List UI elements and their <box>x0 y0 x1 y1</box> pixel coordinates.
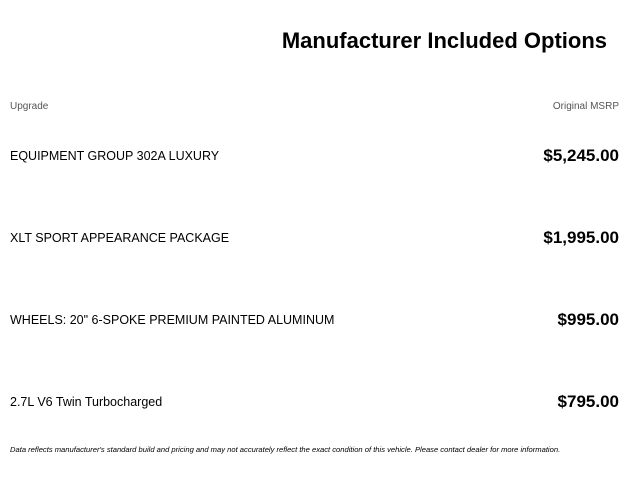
option-row <box>10 144 619 168</box>
option-price: $1,995.00 <box>543 228 619 247</box>
option-row <box>10 390 619 414</box>
option-name: EQUIPMENT GROUP 302A LUXURY <box>10 149 220 163</box>
table-header <box>10 100 619 114</box>
msrp-column-header: Original MSRP <box>552 101 619 112</box>
option-row <box>10 226 619 250</box>
page-title: Manufacturer Included Options <box>281 28 607 53</box>
option-name: WHEELS: 20" 6-SPOKE PREMIUM PAINTED ALUMINUM <box>10 313 335 327</box>
upgrade-column-header: Upgrade <box>10 101 49 112</box>
option-name: 2.7L V6 Twin Turbocharged <box>10 395 163 409</box>
disclaimer-text: Data reflects manufacturer's standard build and pricing and may not accurately reflect the exact condition of this vehicle. Please contact dealer for more information. <box>10 445 561 454</box>
option-price: $5,245.00 <box>543 146 619 165</box>
option-price: $995.00 <box>557 310 619 329</box>
option-name: XLT SPORT APPEARANCE PACKAGE <box>10 231 230 245</box>
option-price: $795.00 <box>557 392 619 411</box>
option-row <box>10 308 619 332</box>
